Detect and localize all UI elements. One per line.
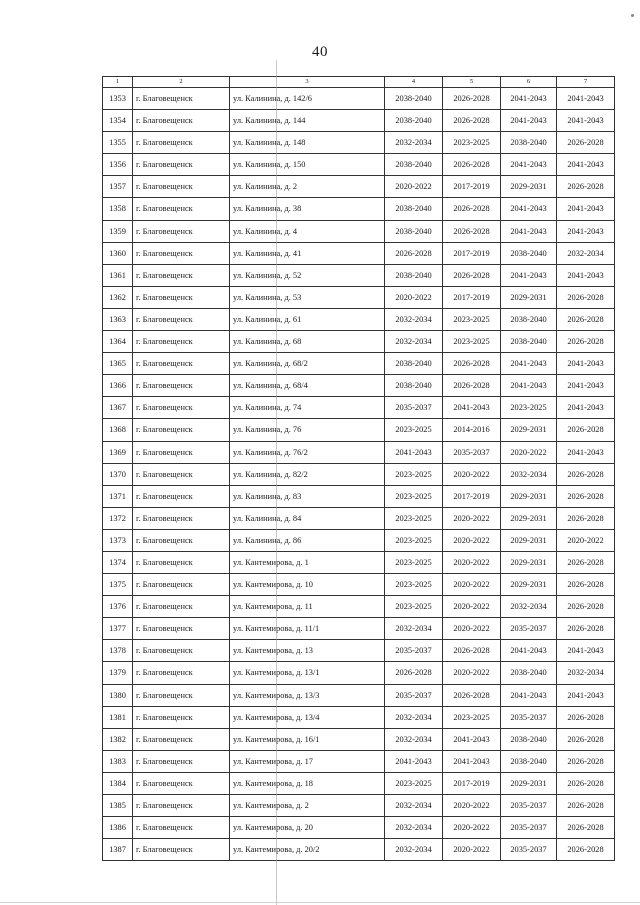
address-cell: ул. Калинина, д. 142/6: [230, 88, 385, 110]
address-cell: ул. Калинина, д. 76: [230, 419, 385, 441]
period-col-7: 2020-2022: [557, 529, 615, 551]
period-col-6: 2029-2031: [501, 574, 557, 596]
period-col-4: 2032-2034: [385, 706, 443, 728]
table-row: [103, 529, 615, 551]
address-cell: ул. Кантемирова, д. 20: [230, 817, 385, 839]
table-row: [103, 441, 615, 463]
period-col-5: 2026-2028: [443, 640, 501, 662]
row-number: 1387: [103, 839, 133, 861]
period-col-6: 2029-2031: [501, 551, 557, 573]
period-col-7: 2041-2043: [557, 353, 615, 375]
table-row: [103, 839, 615, 861]
period-col-4: 2032-2034: [385, 817, 443, 839]
period-col-5: 2017-2019: [443, 772, 501, 794]
address-cell: ул. Кантемирова, д. 13/4: [230, 706, 385, 728]
period-col-6: 2041-2043: [501, 264, 557, 286]
city-cell: г. Благовещенск: [133, 419, 230, 441]
address-cell: ул. Калинина, д. 68: [230, 331, 385, 353]
row-number: 1354: [103, 110, 133, 132]
row-number: 1356: [103, 154, 133, 176]
row-number: 1364: [103, 331, 133, 353]
period-col-5: 2020-2022: [443, 839, 501, 861]
city-cell: г. Благовещенск: [133, 441, 230, 463]
period-col-4: 2023-2025: [385, 596, 443, 618]
row-number: 1362: [103, 286, 133, 308]
city-cell: г. Благовещенск: [133, 596, 230, 618]
period-col-4: 2032-2034: [385, 331, 443, 353]
period-col-6: 2029-2031: [501, 419, 557, 441]
row-number: 1376: [103, 596, 133, 618]
address-cell: ул. Кантемирова, д. 13/3: [230, 684, 385, 706]
period-col-6: 2041-2043: [501, 110, 557, 132]
period-col-6: 2041-2043: [501, 220, 557, 242]
period-col-5: 2023-2025: [443, 706, 501, 728]
period-col-7: 2026-2028: [557, 750, 615, 772]
city-cell: г. Благовещенск: [133, 728, 230, 750]
table-container: [102, 76, 614, 861]
period-col-7: 2041-2043: [557, 684, 615, 706]
period-col-7: 2032-2034: [557, 242, 615, 264]
period-col-6: 2020-2022: [501, 441, 557, 463]
period-col-5: 2017-2019: [443, 242, 501, 264]
row-number: 1360: [103, 242, 133, 264]
address-cell: ул. Калинина, д. 53: [230, 286, 385, 308]
header-col-3: 3: [230, 77, 385, 88]
period-col-4: 2035-2037: [385, 640, 443, 662]
period-col-4: 2023-2025: [385, 529, 443, 551]
period-col-4: 2038-2040: [385, 375, 443, 397]
address-cell: ул. Кантемирова, д. 11: [230, 596, 385, 618]
period-col-7: 2026-2028: [557, 551, 615, 573]
address-cell: ул. Калинина, д. 38: [230, 198, 385, 220]
page-bottom-edge: [0, 902, 640, 903]
city-cell: г. Благовещенск: [133, 397, 230, 419]
address-cell: ул. Калинина, д. 52: [230, 264, 385, 286]
period-col-5: 2026-2028: [443, 375, 501, 397]
period-col-6: 2041-2043: [501, 640, 557, 662]
row-number: 1373: [103, 529, 133, 551]
city-cell: г. Благовещенск: [133, 286, 230, 308]
period-col-6: 2035-2037: [501, 618, 557, 640]
row-number: 1383: [103, 750, 133, 772]
row-number: 1377: [103, 618, 133, 640]
address-cell: ул. Калинина, д. 148: [230, 132, 385, 154]
period-col-5: 2020-2022: [443, 463, 501, 485]
period-col-7: 2026-2028: [557, 772, 615, 794]
period-col-5: 2026-2028: [443, 353, 501, 375]
period-col-6: 2041-2043: [501, 353, 557, 375]
period-col-4: 2023-2025: [385, 419, 443, 441]
city-cell: г. Благовещенск: [133, 662, 230, 684]
period-col-7: 2026-2028: [557, 839, 615, 861]
table-row: [103, 574, 615, 596]
city-cell: г. Благовещенск: [133, 750, 230, 772]
table-row: [103, 308, 615, 330]
address-cell: ул. Калинина, д. 68/2: [230, 353, 385, 375]
address-cell: ул. Кантемирова, д. 2: [230, 795, 385, 817]
period-col-5: 2026-2028: [443, 198, 501, 220]
header-col-4: 4: [385, 77, 443, 88]
table-row: [103, 795, 615, 817]
row-number: 1359: [103, 220, 133, 242]
period-col-7: 2041-2043: [557, 154, 615, 176]
row-number: 1384: [103, 772, 133, 794]
period-col-5: 2023-2025: [443, 331, 501, 353]
table-row: [103, 220, 615, 242]
period-col-6: 2038-2040: [501, 662, 557, 684]
row-number: 1379: [103, 662, 133, 684]
period-col-5: 2026-2028: [443, 154, 501, 176]
address-cell: ул. Кантемирова, д. 18: [230, 772, 385, 794]
table-row: [103, 88, 615, 110]
row-number: 1375: [103, 574, 133, 596]
table-row: [103, 242, 615, 264]
address-cell: ул. Кантемирова, д. 20/2: [230, 839, 385, 861]
period-col-4: 2038-2040: [385, 198, 443, 220]
period-col-6: 2032-2034: [501, 596, 557, 618]
address-cell: ул. Калинина, д. 2: [230, 176, 385, 198]
period-col-6: 2038-2040: [501, 132, 557, 154]
period-col-7: 2026-2028: [557, 596, 615, 618]
table-row: [103, 353, 615, 375]
row-number: 1370: [103, 463, 133, 485]
address-cell: ул. Калинина, д. 144: [230, 110, 385, 132]
row-number: 1385: [103, 795, 133, 817]
period-col-6: 2041-2043: [501, 375, 557, 397]
address-cell: ул. Калинина, д. 61: [230, 308, 385, 330]
period-col-7: 2026-2028: [557, 485, 615, 507]
period-col-5: 2041-2043: [443, 750, 501, 772]
table-row: [103, 286, 615, 308]
address-cell: ул. Калинина, д. 150: [230, 154, 385, 176]
city-cell: г. Благовещенск: [133, 817, 230, 839]
address-cell: ул. Калинина, д. 84: [230, 507, 385, 529]
period-col-4: 2023-2025: [385, 463, 443, 485]
period-col-5: 2020-2022: [443, 596, 501, 618]
header-col-2: 2: [133, 77, 230, 88]
city-cell: г. Благовещенск: [133, 551, 230, 573]
page-number: 40: [312, 44, 328, 60]
city-cell: г. Благовещенск: [133, 154, 230, 176]
header-col-5: 5: [443, 77, 501, 88]
city-cell: г. Благовещенск: [133, 308, 230, 330]
period-col-6: 2038-2040: [501, 750, 557, 772]
row-number: 1365: [103, 353, 133, 375]
row-number: 1374: [103, 551, 133, 573]
city-cell: г. Благовещенск: [133, 795, 230, 817]
city-cell: г. Благовещенск: [133, 772, 230, 794]
table-row: [103, 331, 615, 353]
table-row: [103, 198, 615, 220]
row-number: 1353: [103, 88, 133, 110]
city-cell: г. Благовещенск: [133, 242, 230, 264]
city-cell: г. Благовещенск: [133, 839, 230, 861]
address-cell: ул. Калинина, д. 82/2: [230, 463, 385, 485]
period-col-5: 2020-2022: [443, 662, 501, 684]
city-cell: г. Благовещенск: [133, 640, 230, 662]
period-col-5: 2014-2016: [443, 419, 501, 441]
period-col-7: 2026-2028: [557, 574, 615, 596]
period-col-6: 2023-2025: [501, 397, 557, 419]
scan-fold-line: [276, 60, 277, 905]
period-col-6: 2029-2031: [501, 529, 557, 551]
period-col-4: 2023-2025: [385, 485, 443, 507]
period-col-5: 2035-2037: [443, 441, 501, 463]
row-number: 1357: [103, 176, 133, 198]
period-col-4: 2038-2040: [385, 110, 443, 132]
period-col-7: 2041-2043: [557, 397, 615, 419]
period-col-5: 2026-2028: [443, 220, 501, 242]
period-col-7: 2026-2028: [557, 817, 615, 839]
period-col-5: 2041-2043: [443, 397, 501, 419]
period-col-4: 2026-2028: [385, 662, 443, 684]
table-row: [103, 463, 615, 485]
period-col-5: 2041-2043: [443, 728, 501, 750]
period-col-5: 2026-2028: [443, 88, 501, 110]
period-col-7: 2041-2043: [557, 198, 615, 220]
period-col-4: 2035-2037: [385, 397, 443, 419]
table-row: [103, 772, 615, 794]
city-cell: г. Благовещенск: [133, 176, 230, 198]
period-col-7: 2026-2028: [557, 308, 615, 330]
table-row: [103, 397, 615, 419]
city-cell: г. Благовещенск: [133, 264, 230, 286]
address-cell: ул. Кантемирова, д. 13: [230, 640, 385, 662]
address-cell: ул. Калинина, д. 68/4: [230, 375, 385, 397]
table-row: [103, 684, 615, 706]
row-number: 1372: [103, 507, 133, 529]
period-col-4: 2038-2040: [385, 264, 443, 286]
city-cell: г. Благовещенск: [133, 375, 230, 397]
period-col-6: 2029-2031: [501, 485, 557, 507]
table-row: [103, 706, 615, 728]
table-header: [103, 77, 615, 88]
address-cell: ул. Калинина, д. 4: [230, 220, 385, 242]
table-row: [103, 375, 615, 397]
row-number: 1355: [103, 132, 133, 154]
period-col-7: 2026-2028: [557, 728, 615, 750]
city-cell: г. Благовещенск: [133, 618, 230, 640]
period-col-7: 2026-2028: [557, 463, 615, 485]
table-row: [103, 618, 615, 640]
table-row: [103, 596, 615, 618]
period-col-4: 2023-2025: [385, 574, 443, 596]
period-col-6: 2029-2031: [501, 176, 557, 198]
header-row: [103, 77, 615, 88]
period-col-4: 2038-2040: [385, 353, 443, 375]
period-col-5: 2023-2025: [443, 132, 501, 154]
period-col-5: 2020-2022: [443, 795, 501, 817]
table-row: [103, 640, 615, 662]
period-col-4: 2020-2022: [385, 176, 443, 198]
period-col-6: 2041-2043: [501, 684, 557, 706]
city-cell: г. Благовещенск: [133, 110, 230, 132]
table-row: [103, 551, 615, 573]
row-number: 1380: [103, 684, 133, 706]
period-col-5: 2020-2022: [443, 507, 501, 529]
row-number: 1386: [103, 817, 133, 839]
period-col-4: 2032-2034: [385, 795, 443, 817]
period-col-4: 2023-2025: [385, 772, 443, 794]
table-row: [103, 110, 615, 132]
period-col-4: 2038-2040: [385, 88, 443, 110]
period-col-6: 2032-2034: [501, 463, 557, 485]
period-col-4: 2035-2037: [385, 684, 443, 706]
address-cell: ул. Кантемирова, д. 13/1: [230, 662, 385, 684]
period-col-6: 2038-2040: [501, 308, 557, 330]
period-col-5: 2026-2028: [443, 264, 501, 286]
table-row: [103, 154, 615, 176]
period-col-4: 2032-2034: [385, 728, 443, 750]
row-number: 1369: [103, 441, 133, 463]
table-row: [103, 817, 615, 839]
period-col-7: 2026-2028: [557, 176, 615, 198]
period-col-4: 2023-2025: [385, 507, 443, 529]
city-cell: г. Благовещенск: [133, 220, 230, 242]
address-cell: ул. Кантемирова, д. 1: [230, 551, 385, 573]
period-col-4: 2038-2040: [385, 220, 443, 242]
period-col-4: 2020-2022: [385, 286, 443, 308]
address-cell: ул. Калинина, д. 76/2: [230, 441, 385, 463]
address-cell: ул. Кантемирова, д. 16/1: [230, 728, 385, 750]
table-row: [103, 662, 615, 684]
period-col-7: 2026-2028: [557, 618, 615, 640]
period-col-5: 2017-2019: [443, 176, 501, 198]
city-cell: г. Благовещенск: [133, 463, 230, 485]
city-cell: г. Благовещенск: [133, 485, 230, 507]
period-col-7: 2026-2028: [557, 795, 615, 817]
period-col-7: 2041-2043: [557, 110, 615, 132]
row-number: 1381: [103, 706, 133, 728]
period-col-4: 2041-2043: [385, 441, 443, 463]
row-number: 1366: [103, 375, 133, 397]
city-cell: г. Благовещенск: [133, 529, 230, 551]
city-cell: г. Благовещенск: [133, 198, 230, 220]
period-col-7: 2041-2043: [557, 88, 615, 110]
city-cell: г. Благовещенск: [133, 574, 230, 596]
table-row: [103, 419, 615, 441]
city-cell: г. Благовещенск: [133, 132, 230, 154]
table-row: [103, 485, 615, 507]
period-col-4: 2032-2034: [385, 839, 443, 861]
housing-register-table: [102, 76, 615, 861]
period-col-7: 2041-2043: [557, 220, 615, 242]
address-cell: ул. Кантемирова, д. 10: [230, 574, 385, 596]
period-col-5: 2026-2028: [443, 684, 501, 706]
address-cell: ул. Калинина, д. 41: [230, 242, 385, 264]
period-col-7: 2041-2043: [557, 375, 615, 397]
table-row: [103, 507, 615, 529]
period-col-7: 2026-2028: [557, 706, 615, 728]
scan-speck: [631, 14, 634, 17]
period-col-7: 2026-2028: [557, 132, 615, 154]
period-col-7: 2026-2028: [557, 419, 615, 441]
period-col-4: 2032-2034: [385, 618, 443, 640]
header-col-1: 1: [103, 77, 133, 88]
address-cell: ул. Калинина, д. 86: [230, 529, 385, 551]
table-row: [103, 750, 615, 772]
city-cell: г. Благовещенск: [133, 684, 230, 706]
period-col-4: 2038-2040: [385, 154, 443, 176]
period-col-7: 2032-2034: [557, 662, 615, 684]
address-cell: ул. Кантемирова, д. 11/1: [230, 618, 385, 640]
header-col-6: 6: [501, 77, 557, 88]
period-col-7: 2026-2028: [557, 507, 615, 529]
period-col-4: 2023-2025: [385, 551, 443, 573]
period-col-5: 2017-2019: [443, 485, 501, 507]
period-col-6: 2041-2043: [501, 198, 557, 220]
period-col-6: 2035-2037: [501, 817, 557, 839]
period-col-6: 2029-2031: [501, 772, 557, 794]
period-col-6: 2029-2031: [501, 507, 557, 529]
period-col-6: 2035-2037: [501, 795, 557, 817]
period-col-5: 2020-2022: [443, 574, 501, 596]
period-col-6: 2038-2040: [501, 331, 557, 353]
period-col-5: 2020-2022: [443, 618, 501, 640]
period-col-6: 2029-2031: [501, 286, 557, 308]
period-col-4: 2032-2034: [385, 308, 443, 330]
row-number: 1367: [103, 397, 133, 419]
row-number: 1361: [103, 264, 133, 286]
address-cell: ул. Калинина, д. 83: [230, 485, 385, 507]
period-col-6: 2035-2037: [501, 706, 557, 728]
period-col-6: 2038-2040: [501, 242, 557, 264]
period-col-7: 2026-2028: [557, 286, 615, 308]
period-col-5: 2017-2019: [443, 286, 501, 308]
city-cell: г. Благовещенск: [133, 331, 230, 353]
period-col-4: 2032-2034: [385, 132, 443, 154]
row-number: 1368: [103, 419, 133, 441]
row-number: 1371: [103, 485, 133, 507]
row-number: 1382: [103, 728, 133, 750]
period-col-5: 2020-2022: [443, 817, 501, 839]
city-cell: г. Благовещенск: [133, 88, 230, 110]
period-col-4: 2026-2028: [385, 242, 443, 264]
row-number: 1363: [103, 308, 133, 330]
period-col-4: 2041-2043: [385, 750, 443, 772]
period-col-5: 2020-2022: [443, 529, 501, 551]
period-col-5: 2026-2028: [443, 110, 501, 132]
period-col-7: 2041-2043: [557, 640, 615, 662]
row-number: 1358: [103, 198, 133, 220]
table-row: [103, 132, 615, 154]
table-row: [103, 728, 615, 750]
table-body: [103, 88, 615, 861]
table-row: [103, 264, 615, 286]
address-cell: ул. Калинина, д. 74: [230, 397, 385, 419]
city-cell: г. Благовещенск: [133, 706, 230, 728]
period-col-6: 2041-2043: [501, 154, 557, 176]
period-col-7: 2041-2043: [557, 264, 615, 286]
table-row: [103, 176, 615, 198]
period-col-7: 2041-2043: [557, 441, 615, 463]
city-cell: г. Благовещенск: [133, 507, 230, 529]
period-col-5: 2020-2022: [443, 551, 501, 573]
period-col-5: 2023-2025: [443, 308, 501, 330]
period-col-7: 2026-2028: [557, 331, 615, 353]
city-cell: г. Благовещенск: [133, 353, 230, 375]
period-col-6: 2041-2043: [501, 88, 557, 110]
row-number: 1378: [103, 640, 133, 662]
header-col-7: 7: [557, 77, 615, 88]
address-cell: ул. Кантемирова, д. 17: [230, 750, 385, 772]
period-col-6: 2035-2037: [501, 839, 557, 861]
period-col-6: 2038-2040: [501, 728, 557, 750]
